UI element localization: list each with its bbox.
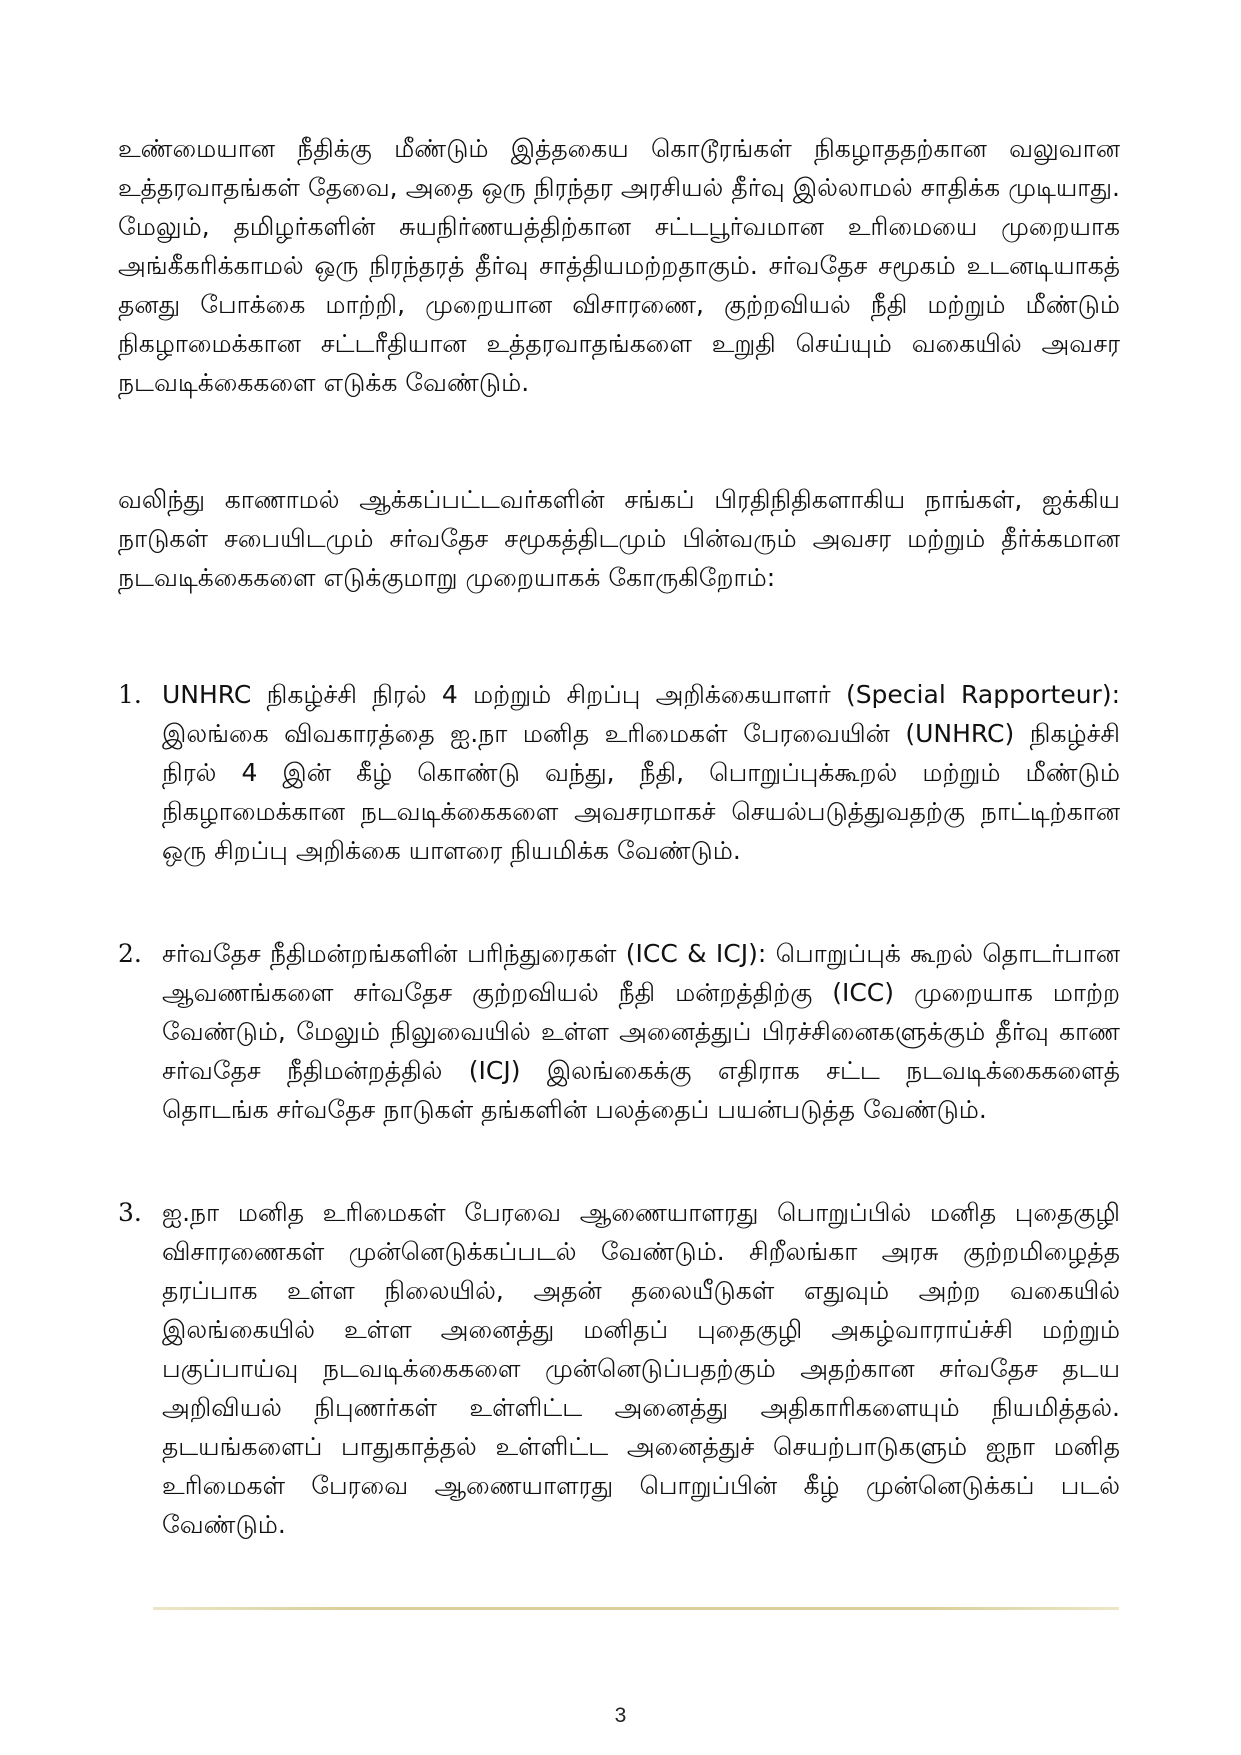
footer-divider <box>153 1607 1119 1610</box>
list-item-number: 2. <box>118 939 142 968</box>
list-item-text: UNHRC நிகழ்ச்சி நிரல் 4 மற்றும் சிறப்பு அறிக்கையாளர் (Special Rapporteur): இலங்கை விவகாரத்தை ஐ.நா மனித உரிமைகள் பேரவையின் (UNHRC) நிகழ்ச்சி நிரல் 4 இன் கீழ் கொண்டு வந்து, நீதி, பொறுப்புக்கூறல் மற்றும் மீண்டும் நிகழாமைக்கான நடவடிக்கைகளை அவசரமாகச் செயல்படுத்துவதற்கு நாட்டிற்கான ஒரு சிறப்பு அறிக்கை யாளரை நியமிக்க வேண்டும். <box>162 680 1120 865</box>
list-item <box>118 675 1120 870</box>
body-paragraph: உண்மையான நீதிக்கு மீண்டும் இத்தகைய கொடூரங்கள் நிகழாததற்கான வலுவான உத்தரவாதங்கள் தேவை, அதை ஒரு நிரந்தர அரசியல் தீர்வு இல்லாமல் சாதிக்க முடியாது. மேலும், தமிழர்களின் சுயநிர்ணயத்திற்கான சட்டபூர்வமான உரிமையை முறையாக அங்கீகரிக்காமல் ஒரு நிரந்தரத் தீர்வு சாத்தியமற்றதாகும். சர்வதேச சமூகம் உடனடியாகத் தனது போக்கை மாற்றி, முறையான விசாரணை, குற்றவியல் நீதி மற்றும் மீண்டும் நிகழாமைக்கான சட்டரீதியான உத்தரவாதங்களை உறுதி செய்யும் வகையில் அவசர நடவடிக்கைகளை எடுக்க வேண்டும். <box>118 134 1120 397</box>
page-number: 3 <box>614 1704 627 1727</box>
list-item <box>118 1193 1120 1544</box>
list-item-text: சர்வதேச நீதிமன்றங்களின் பரிந்துரைகள் (ICC & ICJ): பொறுப்புக் கூறல் தொடர்பான ஆவணங்களை சர்வதேச குற்றவியல் நீதி மன்றத்திற்கு (ICC) முறையாக மாற்ற வேண்டும், மேலும் நிலுவையில் உள்ள அனைத்துப் பிரச்சினைகளுக்கும் தீர்வு காண சர்வதேச நீதிமன்றத்தில் (ICJ) இலங்கைக்கு எதிராக சட்ட நடவடிக்கைகளைத் தொடங்க சர்வதேச நாடுகள் தங்களின் பலத்தைப் பயன்படுத்த வேண்டும். <box>162 939 1120 1124</box>
list-item <box>118 934 1120 1129</box>
list-item-number: 3. <box>118 1198 142 1227</box>
body-paragraph: வலிந்து காணாமல் ஆக்கப்பட்டவர்களின் சங்கப் பிரதிநிதிகளாகிய நாங்கள், ஐக்கிய நாடுகள் சபையிடமும் சர்வதேச சமூகத்திடமும் பின்வரும் அவசர மற்றும் தீர்க்கமான நடவடிக்கைகளை எடுக்குமாறு முறையாகக் கோருகிறோம்: <box>118 485 1120 592</box>
list-item-text: ஐ.நா மனித உரிமைகள் பேரவை ஆணையாளரது பொறுப்பில் மனித புதைகுழி விசாரணைகள் முன்னெடுக்கப்படல் வேண்டும். சிறீலங்கா அரசு குற்றமிழைத்த தரப்பாக உள்ள நிலையில், அதன் தலையீடுகள் எதுவும் அற்ற வகையில் இலங்கையில் உள்ள அனைத்து மனிதப் புதைகுழி அகழ்வாராய்ச்சி மற்றும் பகுப்பாய்வு நடவடிக்கைகளை முன்னெடுப்பதற்கும் அதற்கான சர்வதேச தடய அறிவியல் நிபுணர்கள் உள்ளிட்ட அனைத்து அதிகாரிகளையும் நியமித்தல். தடயங்களைப் பாதுகாத்தல் உள்ளிட்ட அனைத்துச் செயற்பாடுகளும் ஐநா மனித உரிமைகள் பேரவை ஆணையாளரது பொறுப்பின் கீழ் முன்னெடுக்கப் படல் வேண்டும். <box>162 1198 1120 1539</box>
list-item-number: 1. <box>118 680 142 709</box>
